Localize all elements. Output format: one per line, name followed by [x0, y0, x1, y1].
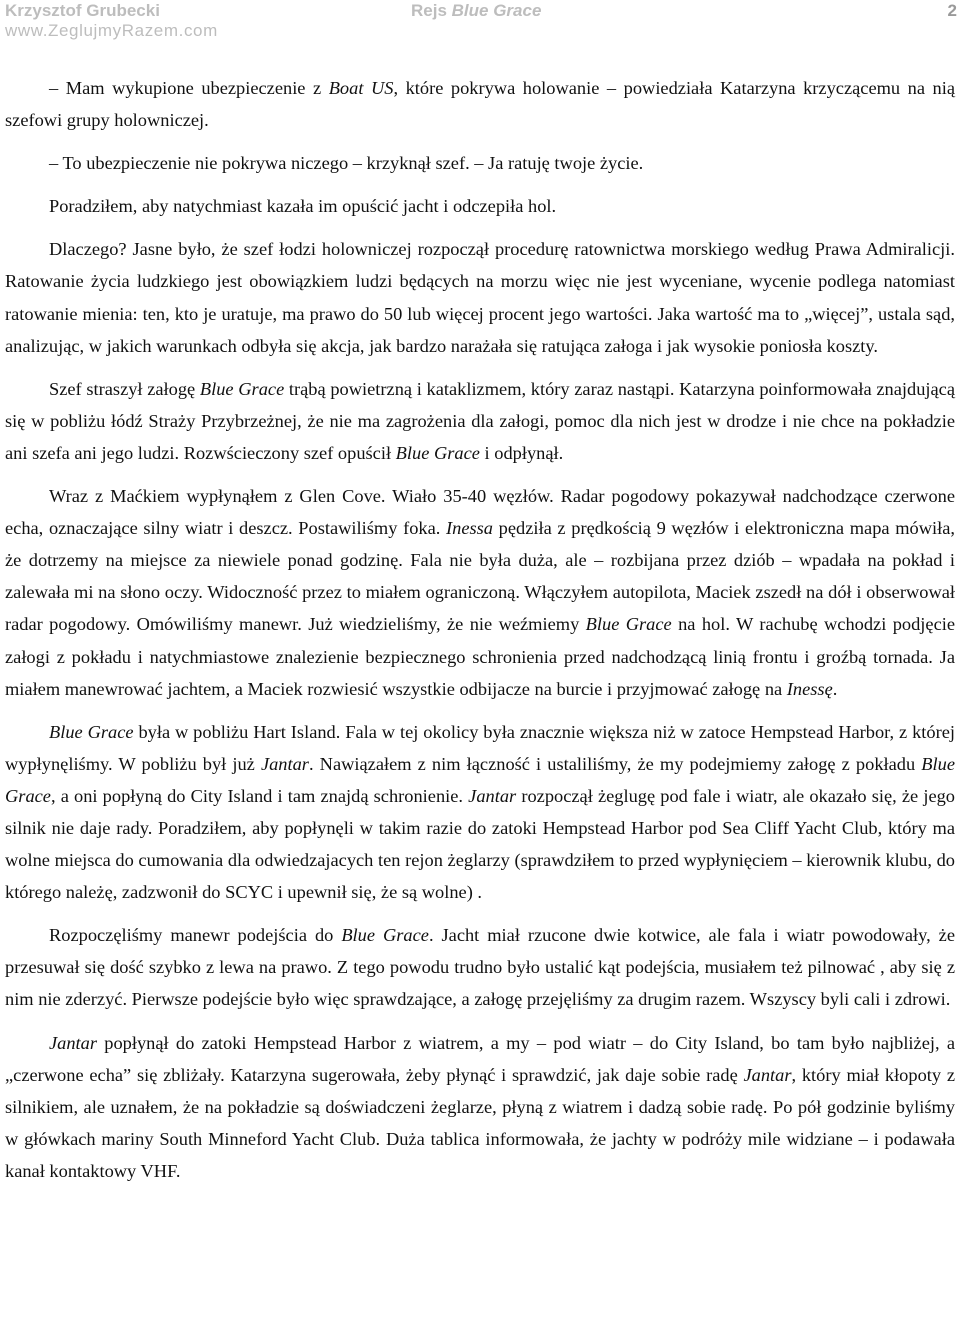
italic-name: Inessa	[446, 518, 494, 539]
paragraph-text: . Nawiązałem z nim łączność i ustaliliśmy, że my podejmiemy załogę z pokładu	[308, 753, 922, 774]
paragraph-text: i odpłynął.	[479, 442, 564, 463]
paragraph	[5, 72, 955, 136]
paragraph-text: rozpoczął żeglugę pod fale i wiatr, ale okazało się, że jego silnik nie daje rady. Poradziłem, aby popłynęli w takim razie do zatoki Hempstead Harbor pod Sea Cliff Yacht Club, który ma wolne miejsca do cumowania dla odwiedzajacych ten rejon żeglarzy (sprawdziłem to przed wypłynięciem – kierownik klubu, do którego należę, zadzwonił do SCYC i upewnił się, że są wolne) .	[5, 785, 956, 903]
paragraph	[5, 919, 955, 1015]
italic-name: Blue Grace	[585, 614, 672, 635]
paragraph-text: pędziła z prędkością 9 węzłów i elektroniczna mapa mówiła, że dotrzemy na miejsce za niewiele ponad godzinę. Fala nie była duża, ale – rozbijana przez dziób – wpadała na pokład i zalewała mi na słono oczy. Widoczność przez to miałem ograniczoną. Włączyłem autopilota, Maciek zszedł na dół i obserwował radar pogodowy. Omówiliśmy manewr. Już wiedzieliśmy, że nie weźmiemy	[5, 518, 955, 635]
paragraph-text: .	[832, 678, 838, 699]
paragraph	[5, 716, 955, 909]
paragraph	[5, 373, 955, 469]
paragraph-text: Rozpoczęliśmy manewr podejścia do	[49, 925, 342, 946]
italic-name: Jantar	[49, 1032, 98, 1053]
paragraph	[5, 190, 955, 222]
paragraph-text: , które pokrywa holowanie – powiedziała Katarzyna krzyczącemu na nią szefowi grupy holowniczej.	[5, 78, 955, 131]
paragraph-text: trąbą powietrzną i kataklizmem, który zaraz nastąpi. Katarzyna poinformowała znajdującą się w pobliżu łódź Straży Przybrzeżnej, że nie ma zagrożenia dla załogi, pomoc dla nich jest w drodze i nie chce na pokładzie ani szefa ani jego ludzi. Rozwścieczony szef opuścił	[5, 378, 955, 463]
italic-name: Boat US	[328, 78, 394, 98]
paragraph	[5, 147, 955, 179]
italic-name: Blue Grace	[49, 721, 134, 742]
paragraph	[5, 233, 955, 361]
italic-name: Jantar	[743, 1064, 792, 1085]
paragraph-text: Wraz z Maćkiem wypłynąłem z Glen Cove. Wiało 35-40 węzłów. Radar pogodowy pokazywał nadchodzące czerwone echa, oznaczające silny wiatr i deszcz. Postawiliśmy foka.	[5, 486, 955, 539]
paragraph-text: Poradziłem, aby natychmiast kazała im opuścić jacht i odczepiła hol.	[49, 196, 557, 217]
italic-name: Jantar	[468, 785, 517, 806]
paragraph-text: była w pobliżu Hart Island. Fala w tej okolicy była znacznie większa niż w zatoce Hempstead Harbor, z której wypłynęliśmy. W pobliżu był już	[5, 721, 955, 774]
paragraph-text: . Jacht miał rzucone dwie kotwice, ale fala i wiatr powodowały, że przesuwał się dość szybko z lewa na prawo. Z tego powodu trudno było ustalić kąt podejścia, musiałem też pilnować , aby się z nim nie zderzyć. Pierwsze podejście było więc sprawdzające, a załogę przejęliśmy za drugim razem. Wszyscy byli cali i zdrowi.	[5, 925, 955, 1010]
italic-name: Blue Grace	[341, 925, 429, 946]
header-title	[411, 0, 541, 21]
italic-name: Blue Grace	[199, 378, 285, 399]
header-title-boat: Blue Grace	[451, 1, 542, 20]
paragraph-text: Dlaczego? Jasne było, że szef łodzi holowniczej rozpoczął procedurę ratownictwa morskiego według Prawa Admiralicji. Ratowanie życia ludzkiego jest obowiązkiem ludzi będących na morzu więc nie jest wyceniane, wycenie podlega natomiast ratowanie mienia: ten, kto je uratuje, ma prawo do 50 lub więcej procent jego wartości. Jaka wartość ma to „więcej”, ustala sąd, analizując, w jakich warunkach odbyła się akcja, jak bardzo narażała się ratująca załoga i jak wysokie poniosła koszty.	[5, 239, 955, 356]
paragraph-text: , który miał kłopoty z silnikiem, ale uznałem, że na pokładzie są doświadczeni żeglarze, płyną z wiatrem i dadzą sobie radę. Po pół godzinie byliśmy w główkach mariny South Minneford Yacht Club. Duża tablica informowała, że jachty w podróży mile widziane – i podawała kanał kontaktowy VHF.	[5, 1064, 955, 1181]
paragraph-text: , a oni popłyną do City Island i tam znajdą schronienie.	[50, 785, 469, 806]
italic-name: Jantar	[260, 753, 309, 774]
paragraph-text: – To ubezpieczenie nie pokrywa niczego – krzyknął szef. – Ja ratuję twoje życie.	[49, 153, 644, 174]
header-website-link[interactable]: www.ZeglujmyRazem.com	[5, 21, 218, 40]
italic-name: Inessę	[786, 678, 833, 699]
paragraph-text: na hol. W rachubę wchodzi podjęcie załogi z pokładu i natychmiastowe znalezienie bezpiecznego schronienia przed nadchodzącą linią frontu i groźbą tornada. Ja miałem manewrować jachtem, a Maciek rozwiesić wszystkie odbijacze na burcie i przyjmować załogę na	[5, 614, 956, 699]
paragraph-text: Szef straszył załogę	[49, 378, 200, 399]
paragraph-text: popłynął do zatoki Hempstead Harbor z wiatrem, a my – pod wiatr – do City Island, bo tam było najbliżej, a „czerwone echa” się zbliżały. Katarzyna sugerowała, żeby płynąć i sprawdzić, jak daje sobie radę	[5, 1032, 955, 1085]
italic-name: Blue Grace	[5, 753, 955, 806]
italic-name: Blue Grace	[395, 442, 480, 463]
header-author: Krzysztof Grubecki	[5, 1, 160, 20]
article-body	[5, 72, 955, 1187]
header-title-prefix: Rejs	[411, 1, 452, 20]
paragraph-text: – Mam wykupione ubezpieczenie z	[49, 78, 329, 98]
page-number: 2	[947, 1, 957, 20]
paragraph	[5, 1027, 955, 1187]
paragraph	[5, 480, 955, 705]
page-header	[5, 0, 957, 42]
